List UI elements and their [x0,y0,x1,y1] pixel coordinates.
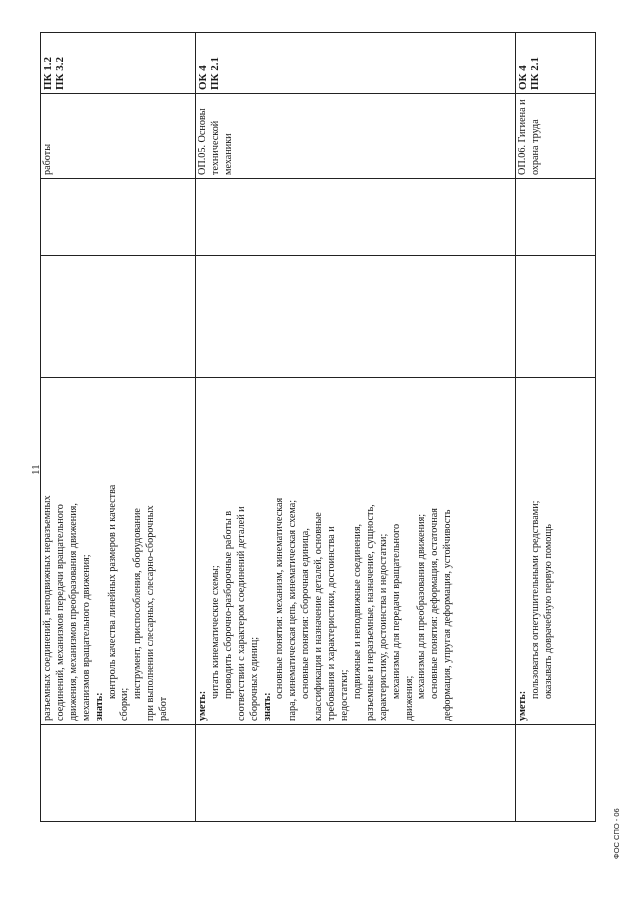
discipline-name: работы [42,143,53,175]
text-line: классификация и назначение деталей, основные [313,512,325,721]
text-line: пара, кинематическая цепь, кинематическая схема; [287,499,299,721]
text-line: механизмы для преобразования движения; [416,513,428,699]
section-heading: знать: [93,692,105,721]
text-line: сборки; [119,687,131,721]
text-line: механизмы для передачи вращательного [390,523,402,699]
competency-cell [41,33,196,94]
competency-code: ПК 3.2 [54,56,66,90]
text-line: читать кинематические схемы; [209,565,221,699]
text-line: подвижные и неподвижные соединения, [351,523,363,699]
text-line: работ [158,696,170,721]
empty-cell [41,725,196,822]
text-line: разъемных соединений, неподвижных неразъемных [42,495,53,721]
section-heading: уметь: [517,690,528,721]
section-heading: уметь: [197,690,208,721]
empty-cell [41,179,196,256]
text-line: движения; [403,675,415,721]
competency-code: ПК 1.2 [42,56,54,90]
section-heading: знать: [261,692,273,721]
competency-code: ПК 2.1 [529,56,541,90]
table-row [41,33,196,822]
text-line: соединений, механизмов передачи вращательного [54,504,66,721]
empty-cell [516,256,596,378]
text-line: контроль качества линейных размеров и качества [106,484,118,699]
content-cell [196,378,516,725]
text-line: требования и характеристики, достоинства и [326,526,338,721]
competency-code: ПК 2.1 [209,56,221,90]
text-line: сборочных единиц; [248,636,260,721]
empty-cell [516,179,596,256]
text-line: недостатки; [338,669,350,721]
discipline-name: технической [209,120,221,175]
table-row [196,33,516,822]
empty-cell [196,725,516,822]
content-cell [516,378,596,725]
text-line: проводить сборочно-разборочные работы в [222,510,234,699]
competency-code: ОК 4 [517,65,529,90]
content-cell [41,378,196,725]
empty-cell [196,179,516,256]
empty-cell [196,256,516,378]
text-line: разъемные и неразъемные, назначение, сущность, [364,504,376,721]
discipline-cell [41,94,196,179]
text-line: основные понятия: механизм, кинематическая [274,497,286,699]
discipline-name: ОП.05. Основы [197,108,208,175]
text-line: движения, механизмов преобразования движения, [67,503,79,721]
text-line: основные понятия: сборочная единица, [300,528,312,699]
text-line: инструмент, приспособления, оборудование [132,508,144,699]
discipline-name: механики [222,133,234,175]
competency-table [40,32,596,822]
text-line: при выполнении слесарных, слесарно-сборочных [145,505,157,721]
text-line: основные понятия: деформация, остаточная [429,508,441,699]
empty-cell [516,725,596,822]
discipline-cell [516,94,596,179]
empty-cell [41,256,196,378]
page-number: 11 [30,464,42,475]
competency-cell [516,33,596,94]
text-line: соответствии с характером соединений деталей и [235,506,247,721]
text-line: характеристику, достоинства и недостатки; [377,533,389,721]
competency-code: ОК 4 [197,65,209,90]
discipline-cell [196,94,516,179]
text-line: деформация, упругая деформация, устойчивость [442,509,454,721]
discipline-name: охрана труда [529,119,541,175]
footer-code: ФОС СПО - 06 [612,808,621,859]
text-line: механизмов вращательного движения; [80,554,92,721]
discipline-name: ОП.06. Гигиена и [517,99,528,175]
text-line: пользоваться огнетушительными средствами; [529,500,541,699]
table-row [516,33,596,822]
text-line: оказывать доврачебную первую помощь [542,524,554,699]
competency-cell [196,33,516,94]
